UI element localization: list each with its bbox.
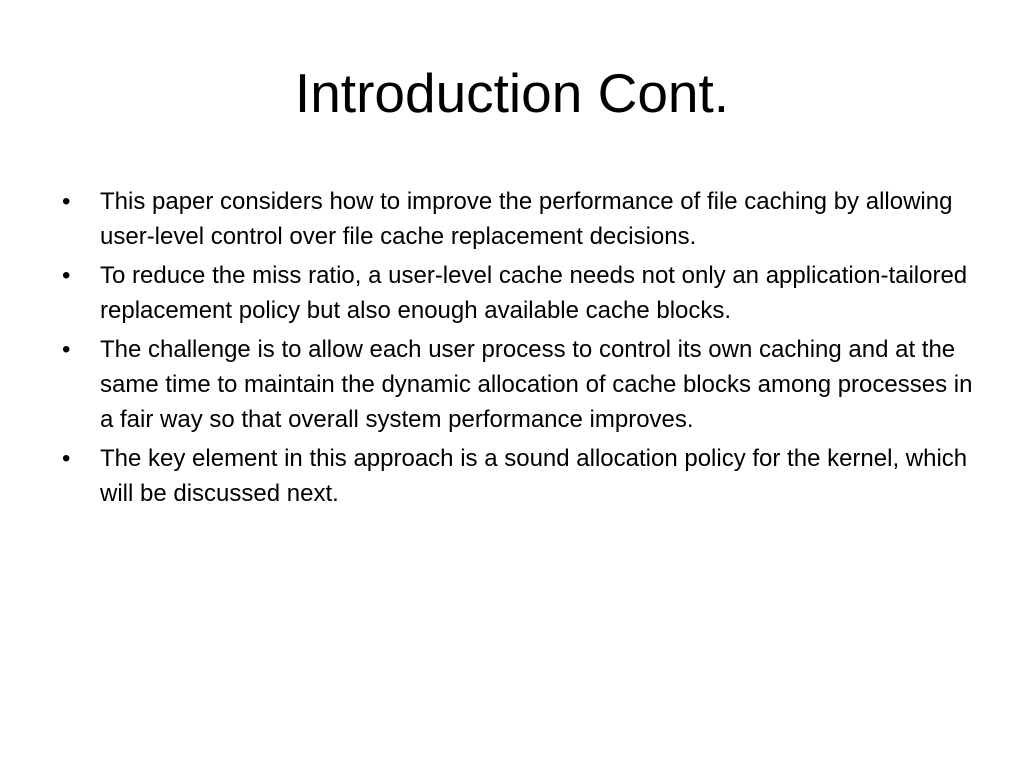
bullet-text: The key element in this approach is a sound allocation policy for the kernel, which will be discussed next.	[100, 445, 968, 507]
bullet-text: To reduce the miss ratio, a user-level cache needs not only an application-tailored replacement policy but also enough available cache blocks.	[100, 262, 968, 324]
bullet-item	[62, 441, 982, 511]
slide-title: Introduction Cont.	[294, 62, 730, 124]
bullet-text: The challenge is to allow each user process to control its own caching and at the same time to maintain the dynamic allocation of cache blocks among processes in a fair way so that overall system performance improves.	[100, 336, 973, 433]
bullet-item	[62, 332, 982, 437]
bullet-item	[62, 184, 982, 254]
bullet-marker: •	[62, 336, 71, 363]
bullet-marker: •	[62, 188, 71, 215]
bullet-text: This paper considers how to improve the performance of file caching by allowing user-level control over file cache replacement decisions.	[100, 188, 953, 250]
bullet-marker: •	[62, 445, 71, 472]
bullet-marker: •	[62, 262, 71, 289]
bullet-item	[62, 258, 982, 328]
bullet-list	[62, 184, 982, 515]
